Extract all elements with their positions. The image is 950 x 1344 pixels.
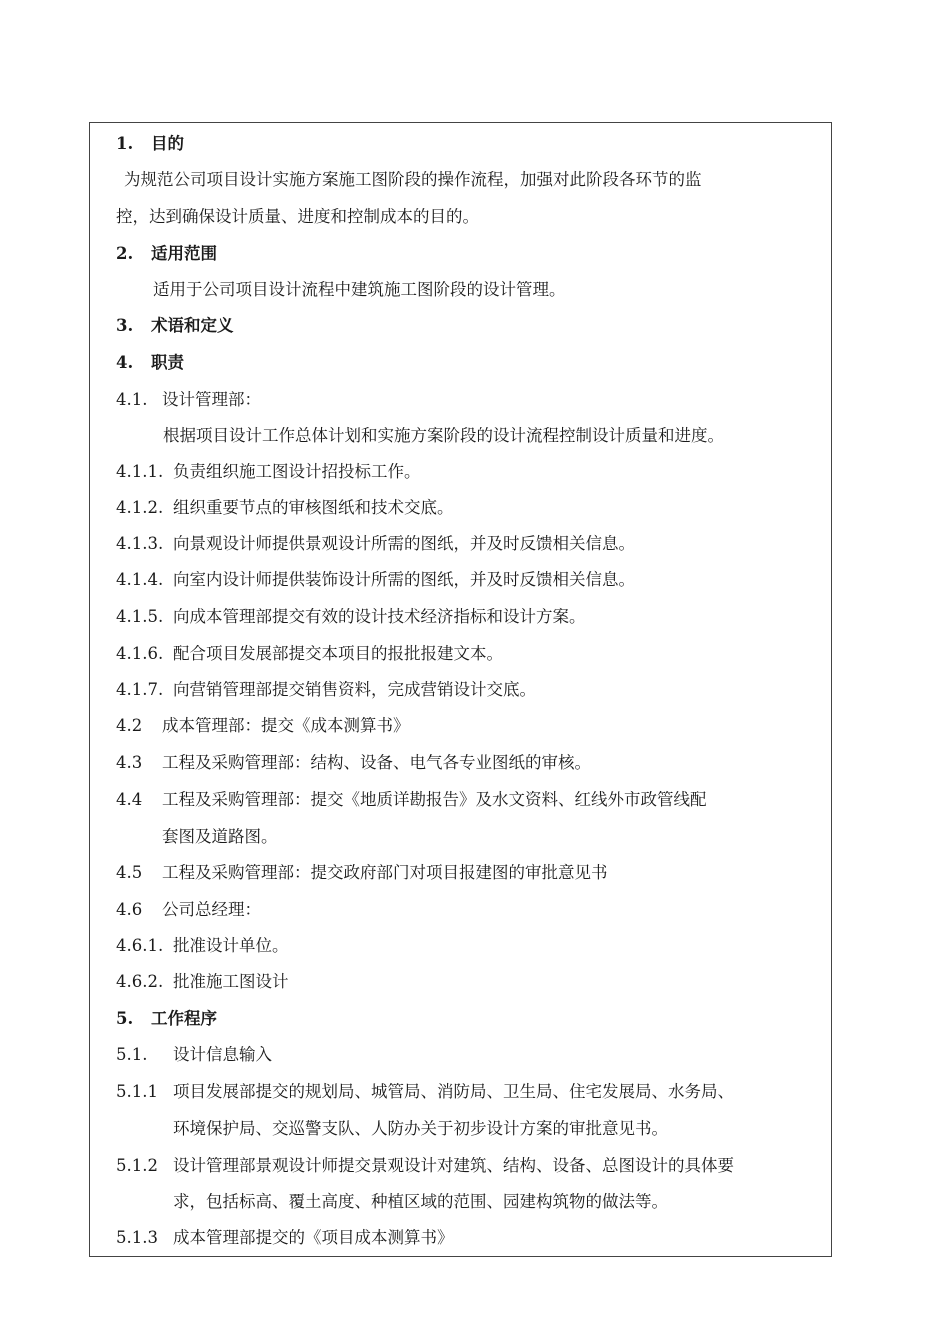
item-number: 4.4 <box>116 790 143 809</box>
item-text: 设计管理部景观设计师提交景观设计对建筑、结构、设备、总图设计的具体要 <box>173 1156 734 1175</box>
list-item-continuation: 套图及道路图。 <box>162 827 278 846</box>
item-text: 批准设计单位。 <box>173 936 289 955</box>
item-number: 4.1.1. <box>116 462 164 481</box>
item-number: 4.1.5. <box>116 607 164 626</box>
section-1-heading <box>116 133 831 155</box>
item-text: 负责组织施工图设计招投标工作。 <box>173 462 421 481</box>
list-item-continuation: 求，包括标高、覆土高度、种植区域的范围、园建构筑物的做法等。 <box>173 1192 668 1211</box>
paragraph: 为规范公司项目设计实施方案施工图阶段的操作流程，加强对此阶段各环节的监 <box>124 170 702 189</box>
item-text: 工程及采购管理部：结构、设备、电气各专业图纸的审核。 <box>162 753 591 772</box>
item-number: 4.6 <box>116 900 143 919</box>
section-number: 1. <box>116 134 134 153</box>
paragraph: 根据项目设计工作总体计划和实施方案阶段的设计流程控制设计质量和进度。 <box>163 426 724 445</box>
list-item <box>116 752 831 774</box>
list-item <box>116 679 831 701</box>
item-number: 4.5 <box>116 863 143 882</box>
item-text: 向景观设计师提供景观设计所需的图纸，并及时反馈相关信息。 <box>173 534 635 553</box>
list-item <box>116 971 831 993</box>
section-number: 5. <box>116 1009 134 1028</box>
list-item <box>116 643 831 665</box>
item-number: 5.1. <box>116 1045 148 1064</box>
list-item <box>116 862 831 884</box>
item-number: 5.1.1 <box>116 1082 158 1101</box>
item-text: 向营销管理部提交销售资料，完成营销设计交底。 <box>173 680 536 699</box>
list-item <box>116 1227 831 1249</box>
item-number: 4.2 <box>116 716 143 735</box>
paragraph: 适用于公司项目设计流程中建筑施工图阶段的设计管理。 <box>153 280 566 299</box>
section-title: 工作程序 <box>151 1009 217 1028</box>
section-number: 3. <box>116 316 134 335</box>
item-text: 向室内设计师提供装饰设计所需的图纸，并及时反馈相关信息。 <box>173 570 635 589</box>
item-number: 4.3 <box>116 753 143 772</box>
list-item <box>116 569 831 591</box>
section-number: 4. <box>116 353 134 372</box>
list-item <box>116 935 831 957</box>
item-text: 工程及采购管理部：提交政府部门对项目报建图的审批意见书 <box>162 863 608 882</box>
section-title: 目的 <box>151 134 184 153</box>
list-item <box>116 606 831 628</box>
item-text: 项目发展部提交的规划局、城管局、消防局、卫生局、住宅发展局、水务局、 <box>173 1082 734 1101</box>
section-title: 适用范围 <box>151 244 217 263</box>
paragraph: 控，达到确保设计质量、进度和控制成本的目的。 <box>116 207 479 226</box>
item-number: 5.1.3 <box>116 1228 158 1247</box>
section-5-heading <box>116 1008 831 1030</box>
list-item <box>116 389 831 411</box>
list-item <box>116 1081 831 1103</box>
list-item <box>116 533 831 555</box>
item-number: 4.6.2. <box>116 972 164 991</box>
item-text: 成本管理部：提交《成本测算书》 <box>162 716 410 735</box>
section-title: 职责 <box>151 353 184 372</box>
item-number: 4.1.4. <box>116 570 164 589</box>
list-item <box>116 1155 831 1177</box>
section-title: 术语和定义 <box>151 316 234 335</box>
list-item-continuation: 环境保护局、交巡警支队、人防办关于初步设计方案的审批意见书。 <box>173 1119 668 1138</box>
item-text: 设计信息输入 <box>173 1045 272 1064</box>
item-text: 成本管理部提交的《项目成本测算书》 <box>173 1228 454 1247</box>
list-item <box>116 715 831 737</box>
item-number: 4.1.2. <box>116 498 164 517</box>
section-number: 2. <box>116 244 134 263</box>
item-text: 工程及采购管理部：提交《地质详勘报告》及水文资料、红线外市政管线配 <box>162 790 707 809</box>
list-item <box>116 461 831 483</box>
item-text: 配合项目发展部提交本项目的报批报建文本。 <box>173 644 503 663</box>
list-item <box>116 1044 831 1066</box>
item-number: 4.1.3. <box>116 534 164 553</box>
item-number: 4.1. <box>116 390 148 409</box>
section-4-heading <box>116 352 831 374</box>
item-number: 4.6.1. <box>116 936 164 955</box>
list-item <box>116 899 831 921</box>
item-number: 5.1.2 <box>116 1156 158 1175</box>
item-number: 4.1.7. <box>116 680 164 699</box>
section-3-heading <box>116 315 831 337</box>
item-text: 公司总经理： <box>162 900 261 919</box>
list-item <box>116 497 831 519</box>
item-text: 设计管理部： <box>162 390 261 409</box>
list-item <box>116 789 831 811</box>
section-2-heading <box>116 243 831 265</box>
item-text: 组织重要节点的审核图纸和技术交底。 <box>173 498 454 517</box>
item-text: 批准施工图设计 <box>173 972 289 991</box>
item-text: 向成本管理部提交有效的设计技术经济指标和设计方案。 <box>173 607 586 626</box>
item-number: 4.1.6. <box>116 644 164 663</box>
document-frame <box>89 122 832 1257</box>
